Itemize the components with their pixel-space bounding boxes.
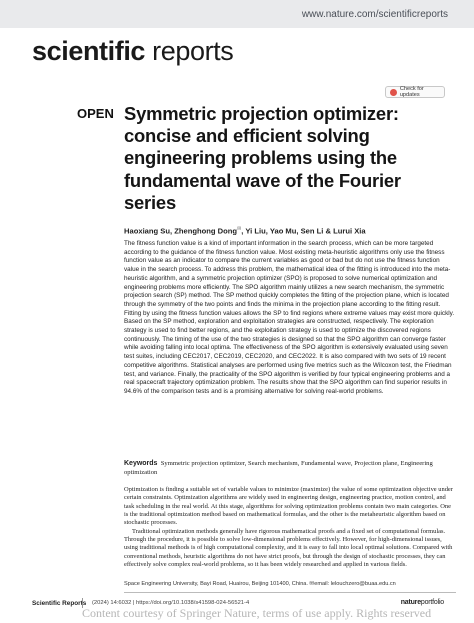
keywords-list: Symmetric projection optimizer, Search mechanism, Fundamental wave, Projection plane, Engineering optimization [124, 460, 433, 476]
keywords [124, 460, 456, 477]
footer-divider [124, 592, 456, 593]
publisher-light: portfolio [420, 599, 444, 606]
keywords-label: Keywords [124, 460, 158, 467]
journal-logo[interactable] [32, 36, 233, 67]
footer-citation[interactable]: (2024) 14:6032 | https://doi.org/10.1038/s41598-024-56521-4 [92, 600, 250, 606]
authors-first: Haoxiang Su, Zhenghong Dong [124, 226, 238, 236]
affiliation: Space Engineering University, Bayi Road, Huairou, Beijing 101400, China. ✉email: lelouchzero@buaa.edu.cn [124, 581, 396, 587]
footer-journal-name: Scientific Reports [32, 600, 87, 607]
article-title: Symmetric projection optimizer: concise and efficient solving engineering problems using the fundamental wave of the Fourier series [124, 103, 401, 213]
update-check-icon [390, 89, 397, 96]
publisher-bold: nature [400, 599, 421, 606]
introduction-text [124, 486, 456, 569]
watermark: Content courtesy of Springer Nature, terms of use apply. Rights reserved [82, 606, 432, 620]
check-for-updates-button[interactable] [385, 86, 445, 98]
logo-light: reports [145, 36, 234, 66]
email-icon[interactable]: ✉ [237, 226, 242, 232]
top-bar [0, 0, 474, 28]
author-list [124, 226, 464, 236]
open-access-label: OPEN [77, 106, 114, 121]
journal-url[interactable]: www.nature.com/scientificreports [301, 9, 448, 20]
logo-bold: scientific [32, 36, 146, 66]
check-updates-label: Check for updates [399, 86, 424, 98]
abstract: The fitness function value is a kind of important information in the search process, which can be more targeted according to the guidance of the fitness function value. Most existing meta-heuristic algorithms only use the fitness function value as an indicator to compare the current variables as good or bad but do not use the fitness function value in the search process. To address this problem, the mathematical idea of the fitting is introduced into the meta-heuristic algorithm, and a symmetric projection optimizer (SPO) is proposed to solve numerical optimization and engineering problems more efficiently. The SPO algorithm mainly utilizes a new search mechanism, the symmetric projection search (SP) method. The SP method quickly completes the fitting of the projection plane, which is located through the symmetry of the two points and finds the minima in the projection plane according to the fitting result. Fitting by using the fitness function values allows the SP to find regions where extreme values may exist more quickly. Based on the SP method, exploration and exploitation strategies are constructed, respectively. The exploration strategy is used to find better regions, and the exploitation strategy is used to optimize the discovered regions continuously. The timing of the use of the two strategies is designed so that the SPO algorithm can converge faster while avoiding falling into local optima. The effectiveness of the SPO algorithm is extensively evaluated using seven test suites, including CEC2017, CEC2019, CEC2020, and CEC2022. It is also compared with two sets of 19 recent competitive algorithms. Statistical analyses are performed using five metrics such as the Wilcoxon test, the Friedman test, and variance. Finally, the practicality of the SPO algorithm is verified by four typical engineering problems and a real spacecraft trajectory optimization problem. The results show that the SPO algorithm can find superior results in 94.6% of the comparison tests and is a promising alternative for solving real-world problems. [124, 240, 455, 395]
body-paragraph: Optimization is finding a suitable set of variable values to minimize (maximize) the value of some optimization objective under certain constraints. Optimization algorithms are widely used in engineering design, engineering practice, motion control, and task scheduling in the real world. At this stage, algorithms for solving optimization problems contain two main categories. One is the traditional optimization method based on mathematical formulas, and the other is the metaheuristic algorithm based on stochastic processes. [124, 486, 453, 527]
body-paragraph: Traditional optimization methods generally have rigorous mathematical proofs and a fixed set of computational formulas. Through the procedure, it is possible to solve low-dimensional problems effectively. However, for high-dimensional issues, using traditional methods is of high computational complexity, and it is easy to fall into local optimal solutions. Compared with conventional methods, heuristic algorithms do not have strict proofs, but through the design of stochastic processes, they can effectively solve complex real-world problems, so it has been widely researched and applied in various fields. [124, 527, 453, 569]
authors-rest: , Yi Liu, Yao Mu, Sen Li & Lurui Xia [241, 226, 366, 236]
publisher-logo [401, 599, 444, 606]
